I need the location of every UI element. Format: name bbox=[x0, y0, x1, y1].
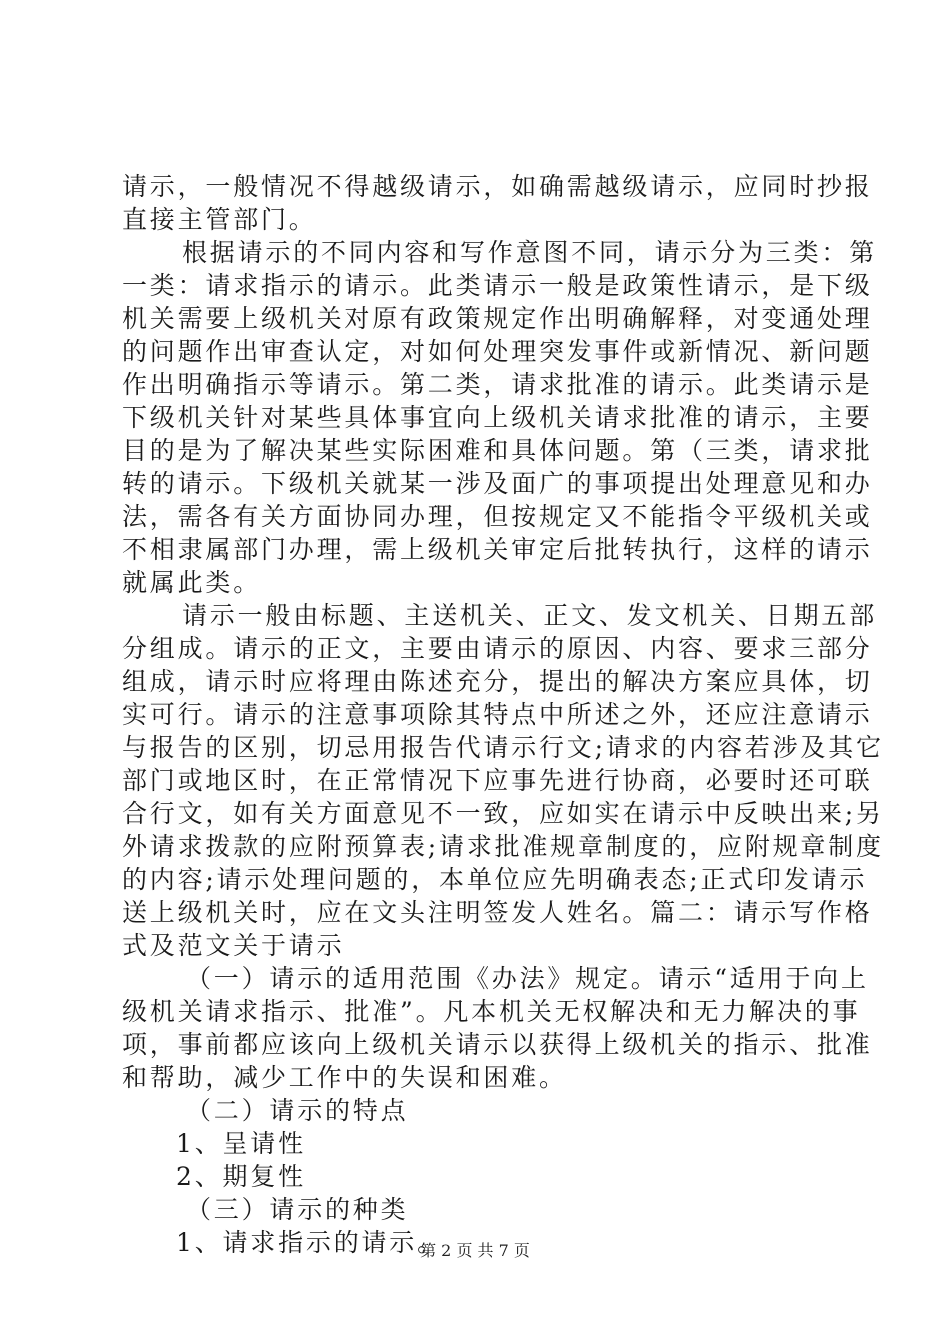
text-line: 送上级机关时，应在文头注明签发人姓名。篇二：请示写作格 bbox=[122, 898, 873, 927]
text-line: 不相隶属部门办理，需上级机关审定后批转执行，这样的请示 bbox=[122, 535, 873, 564]
text-line: 机关需要上级机关对原有政策规定作出明确解释，对变通处理 bbox=[122, 304, 873, 333]
text-line: 的问题作出审查认定，对如何处理突发事件或新情况、新问题 bbox=[122, 337, 873, 366]
text-line: 组成，请示时应将理由陈述充分，提出的解决方案应具体，切 bbox=[122, 667, 873, 696]
text-line: 部门或地区时，在正常情况下应事先进行协商，必要时还可联 bbox=[122, 766, 873, 795]
text-line: 下级机关针对某些具体事宜向上级机关请求批准的请示，主要 bbox=[122, 403, 873, 432]
text-line: 实可行。请示的注意事项除其特点中所述之外，还应注意请示 bbox=[122, 700, 873, 729]
text-line: （二）请示的特点 bbox=[186, 1096, 409, 1125]
text-line: 1、呈请性 bbox=[176, 1129, 306, 1158]
text-line: （三）请示的种类 bbox=[186, 1195, 409, 1224]
text-line: 法，需各有关方面协同办理，但按规定又不能指令平级机关或 bbox=[122, 502, 873, 531]
page-footer bbox=[0, 1241, 950, 1261]
text-line: 外请求拨款的应附预算表;请求批准规章制度的，应附规章制度 bbox=[122, 832, 884, 861]
text-line: 式及范文关于请示 bbox=[122, 931, 345, 960]
text-line: 就属此类。 bbox=[122, 568, 262, 597]
text-line: 1、请求指示的请示。 bbox=[176, 1228, 445, 1257]
text-line: 根据请示的不同内容和写作意图不同，请示分为三类：第 bbox=[182, 238, 878, 267]
text-line: 合行文，如有关方面意见不一致，应如实在请示中反映出来;另 bbox=[122, 799, 884, 828]
text-line: 和帮助，减少工作中的失误和困难。 bbox=[122, 1063, 567, 1092]
text-line: 目的是为了解决某些实际困难和具体问题。第（三类，请求批 bbox=[122, 436, 873, 465]
text-line: 分组成。请示的正文，主要由请示的原因、内容、要求三部分 bbox=[122, 634, 873, 663]
text-line: 请示一般由标题、主送机关、正文、发文机关、日期五部 bbox=[182, 601, 878, 630]
text-line: 与报告的区别，切忌用报告代请示行文;请求的内容若涉及其它 bbox=[122, 733, 884, 762]
text-line: 级机关请求指示、批准”。凡本机关无权解决和无力解决的事 bbox=[122, 997, 861, 1026]
text-line: 项，事前都应该向上级机关请示以获得上级机关的指示、批准 bbox=[122, 1030, 873, 1059]
text-line: 一类：请求指示的请示。此类请示一般是政策性请示，是下级 bbox=[122, 271, 873, 300]
text-line: 请示，一般情况不得越级请示，如确需越级请示，应同时抄报 bbox=[122, 172, 873, 201]
text-line: （一）请示的适用范围《办法》规定。请示“适用于向上 bbox=[186, 964, 869, 993]
text-line: 2、期复性 bbox=[176, 1162, 306, 1191]
text-line: 直接主管部门。 bbox=[122, 205, 317, 234]
body-text bbox=[122, 170, 884, 1259]
text-line: 作出明确指示等请示。第二类，请求批准的请示。此类请示是 bbox=[122, 370, 873, 399]
page-number: 第 2 页 共 7 页 bbox=[420, 1241, 530, 1260]
text-line: 转的请示。下级机关就某一涉及面广的事项提出处理意见和办 bbox=[122, 469, 873, 498]
text-line: 的内容;请示处理问题的，本单位应先明确表态;正式印发请示 bbox=[122, 865, 868, 894]
